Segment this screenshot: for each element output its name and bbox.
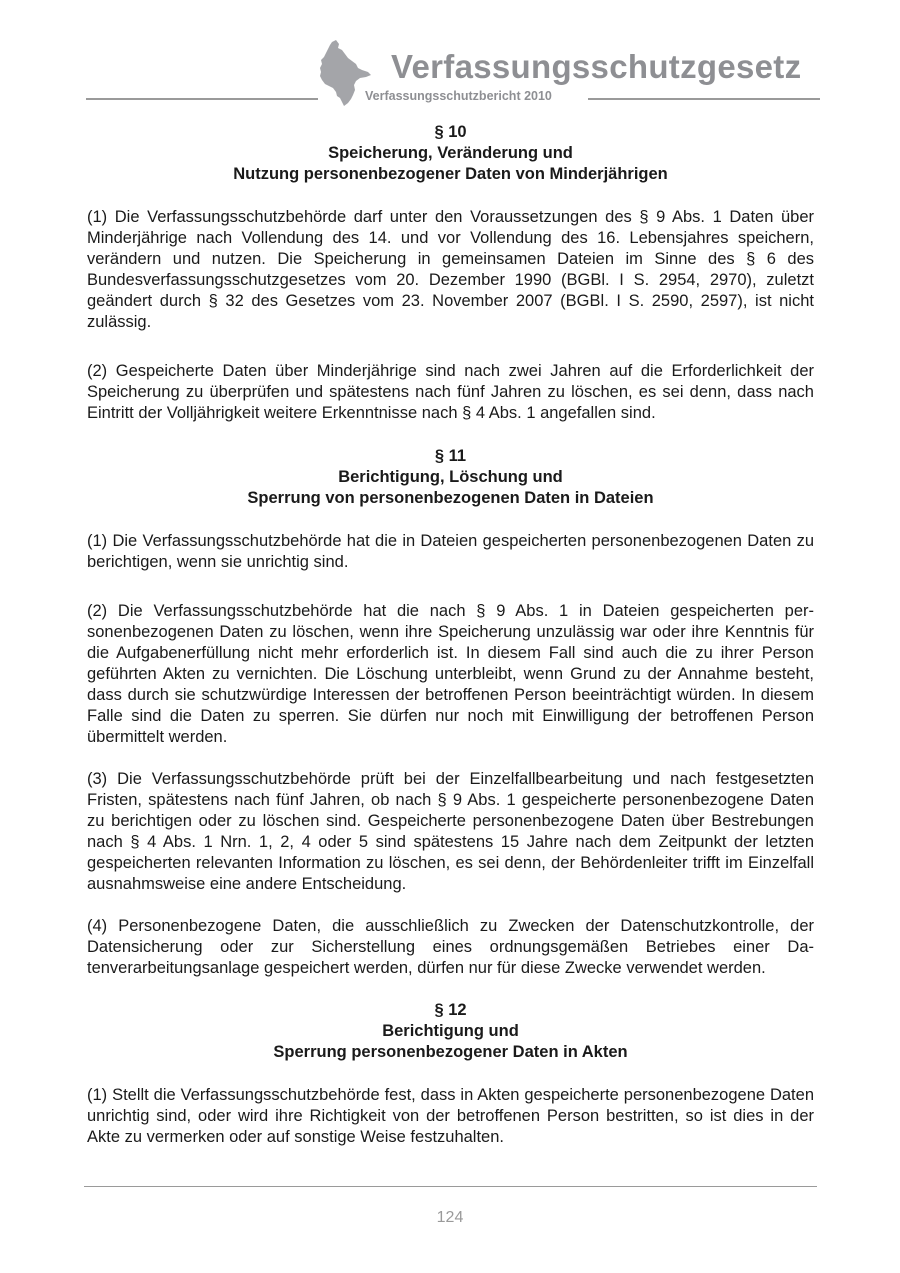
paragraph: (4) Personenbezogene Daten, die ausschließlich zu Zwecken der Datenschutzkontrolle, der Datensicherung oder zur Sicherstellung eines ordnungsgemäßen Betriebes einer Datenverarbeitungsanlage gespeichert werden, dürfen nur für diese Zwecke verwendet werden. (87, 917, 814, 977)
paragraph: (2) Die Verfassungsschutzbehörde hat die nach § 9 Abs. 1 in Dateien gespeicherten personenbezogenen Daten zu löschen, wenn ihre Speicherung unzulässig war oder ihre Kenntnis für die Aufgabenerfüllung nicht mehr erforderlich ist. In diesem Fall sind auch die zu ihrer Person geführten Akten zu vernichten. Die Löschung unterbleibt, wenn Grund zu der Annahme besteht, dass durch sie schutzwürdige Interessen der betroffenen Person beeinträchtigt würden. In diesem Falle sind die Daten zu sperren. Sie dürfen nur noch mit Einwilligung der betroffenen Person übermittelt werden. (87, 602, 814, 746)
paragraph: (1) Die Verfassungsschutzbehörde hat die in Dateien gespeicherten personenbezogenen Daten zu berichtigen, wenn sie unrichtig sind. (87, 532, 814, 571)
header-rule-left (86, 98, 318, 100)
paragraph: (2) Gespeicherte Daten über Minderjährige sind nach zwei Jahren auf die Erforderlichkeit der Speicherung zu überprüfen und spätestens nach fünf Jahren zu löschen, es sei denn, dass nach Eintritt der Volljährigkeit weitere Erkenntnisse nach § 4 Abs. 1 angefallen sind. (87, 362, 814, 422)
section-title-line1: Berichtigung, Löschung und (338, 468, 563, 486)
paragraph: (1) Die Verfassungsschutzbehörde darf unter den Voraussetzungen des § 9 Abs. 1 Daten über Minderjährige nach Vollendung des 14. und vor Vollendung des 16. Lebensjahres speichern, verändern und nutzen. Die Speicherung in gemeinsamen Dateien im Sinne des § 6 des Bundesverfassungsschutzgesetzes vom 20. Dezember 1990 (BGBl. I S. 2954, 2970), zuletzt geändert durch § 32 des Gesetzes vom 23. November 2007 (BGBl. I S. 2590, 2597), ist nicht zulässig. (87, 208, 814, 331)
section-title-line2: Nutzung personenbezogener Daten von Minderjährigen (233, 165, 668, 183)
header-subtitle: Verfassungsschutzbericht 2010 (365, 89, 552, 103)
header-title: Verfassungsschutzgesetz (391, 48, 802, 85)
section-title-line1: Berichtigung und (382, 1022, 519, 1040)
section-12 (87, 1000, 814, 1148)
section-10 (87, 122, 814, 424)
paragraph: (1) Stellt die Verfassungsschutzbehörde fest, dass in Akten gespeicherte personenbezogene Daten unrichtig sind, oder wird ihre Richtigkeit von der betroffenen Person bestritten, so ist dies in der Akte zu vermerken oder auf sonstige Weise festzuhalten. (87, 1086, 814, 1146)
page-number: 124 (436, 1209, 464, 1226)
footer-rule (84, 1186, 817, 1187)
section-number: § 12 (434, 1001, 467, 1019)
saxony-anhalt-map-icon (318, 40, 372, 106)
page-header (0, 0, 900, 110)
section-title-line2: Sperrung personenbezogener Daten in Akten (273, 1043, 628, 1061)
header-rule-right (588, 98, 820, 100)
section-number: § 10 (434, 123, 467, 141)
section-number: § 11 (434, 447, 467, 465)
section-11 (87, 446, 814, 979)
paragraph: (3) Die Verfassungsschutzbehörde prüft bei der Einzelfallbearbeitung und nach festgesetzten Fristen, spätestens nach fünf Jahren, ob nach § 9 Abs. 1 gespeicherte personenbezogene Daten zu berichtigen oder zu löschen sind. Gespeicherte personenbezogene Daten über Bestrebungen nach § 4 Abs. 1 Nrn. 1, 2, 4 oder 5 sind spätestens 15 Jahre nach dem Zeitpunkt der letzten gespeicherten relevanten Information zu löschen, es sei denn, der Behördenleiter trifft im Einzelfall ausnahmsweise eine andere Entscheidung. (87, 770, 814, 893)
document-body (87, 122, 814, 1148)
section-title-line1: Speicherung, Veränderung und (328, 144, 573, 162)
section-title-line2: Sperrung von personenbezogenen Daten in Dateien (247, 489, 654, 507)
